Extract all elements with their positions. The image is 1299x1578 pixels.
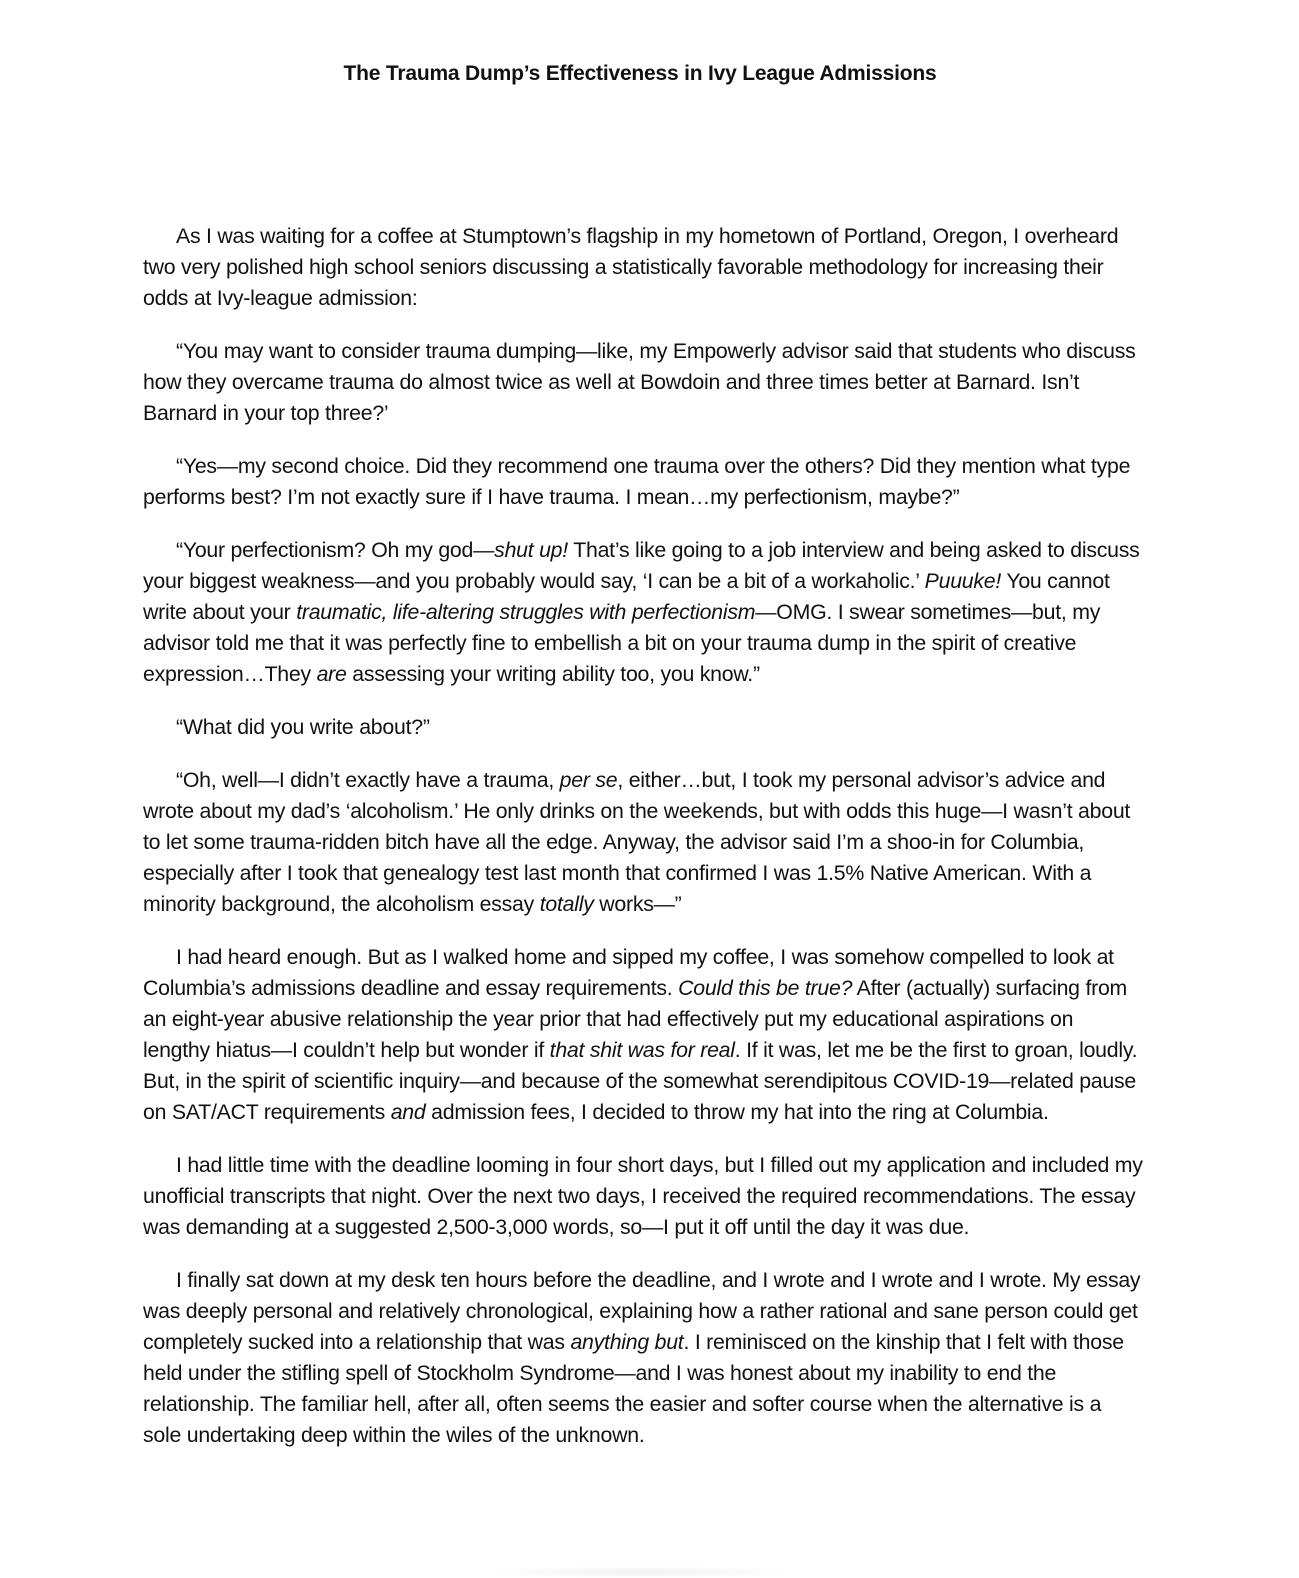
paragraph-4 [143,535,1143,690]
text-segment: I finally sat down at my desk ten hours before the deadline, and I wrote and I wrote and I wrote. My essay was deeply personal and relatively chronological, explaining how a rather rational and sane person could get completely sucked into a relationship that was [143,1268,1141,1354]
italic-text: traumatic, life-altering struggles with perfectionism [296,600,756,624]
italic-text: per se [559,768,618,792]
text-segment: . If it was, let me be the first to groan, loudly. But, in the spirit of scientific inquiry—and because of the somewhat serendipitous COVID-19—related pause on SAT/ACT requirements [143,1038,1138,1124]
text-segment: , either…but, I took my personal advisor’s advice and wrote about my dad’s ‘alcoholism.’ He only drinks on the weekends, but with odds this huge—I wasn’t about to let some trauma-ridden bitch have all the edge. Anyway, the advisor said I’m a shoo-in for Columbia, especially after I took that genealogy test last month that confirmed I was 1.5% Native American. With a minority background, the alcoholism essay [143,768,1131,916]
paragraph-2 [143,336,1143,429]
text-segment: After (actually) surfacing from an eight-year abusive relationship the year prior that had effectively put my educational aspirations on lengthy hiatus—I couldn’t help but wonder if [143,976,1128,1062]
text-segment: “What did you write about?” [176,715,430,739]
italic-text: that shit was for real [549,1038,735,1062]
document-body [143,221,1143,1473]
page-title: The Trauma Dump’s Effectiveness in Ivy League Admissions [343,62,937,85]
italic-text: are [316,662,347,686]
text-segment: That’s like going to a job interview and being asked to discuss your biggest weakness—and you probably would say, ‘I can be a bit of a workaholic.’ [143,538,1140,593]
paragraph-8 [143,1150,1143,1243]
text-segment: “Oh, well—I didn’t exactly have a trauma, [176,768,560,792]
italic-text: and [390,1100,426,1124]
text-segment: works—” [593,892,682,916]
text-segment: You cannot write about your [143,569,1110,624]
paragraph-3 [143,451,1143,513]
text-segment: “You may want to consider trauma dumping—like, my Empowerly advisor said that students who discuss how they overcame trauma do almost twice as well at Bowdoin and three times better at Barnard. Isn’t Barnard in your top three?’ [143,339,1136,425]
italic-text: shut up! [494,538,568,562]
text-segment: . I reminisced on the kinship that I felt with those held under the stifling spell of Stockholm Syndrome—and I was honest about my inability to end the relationship. The familiar hell, after all, often seems the easier and softer course when the alternative is a sole undertaking deep within the wiles of the unknown. [143,1330,1124,1447]
paragraph-9 [143,1265,1143,1451]
italic-text: anything but [570,1330,684,1354]
text-segment: admission fees, I decided to throw my hat into the ring at Columbia. [425,1100,1049,1124]
italic-text: Could this be true? [678,976,853,1000]
page-bottom-shadow [480,1566,800,1578]
paragraph-6 [143,765,1143,920]
text-segment: I had little time with the deadline looming in four short days, but I filled out my application and included my unofficial transcripts that night. Over the next two days, I received the required recommendations. The essay was demanding at a suggested 2,500-3,000 words, so—I put it off until the day it was due. [143,1153,1143,1239]
text-segment: As I was waiting for a coffee at Stumptown’s flagship in my hometown of Portland, Oregon, I overheard two very polished high school seniors discussing a statistically favorable methodology for increasing their odds at Ivy-league admission: [143,224,1119,310]
italic-text: totally [539,892,594,916]
paragraph-1 [143,221,1143,314]
paragraph-5 [143,712,1143,743]
text-segment: I had heard enough. But as I walked home and sipped my coffee, I was somehow compelled to look at Columbia’s admissions deadline and essay requirements. [143,945,1114,1000]
italic-text: Puuuke! [924,569,1002,593]
paragraph-7 [143,942,1143,1128]
text-segment: assessing your writing ability too, you know.” [346,662,760,686]
text-segment: “Your perfectionism? Oh my god— [176,538,495,562]
text-segment: “Yes—my second choice. Did they recommend one trauma over the others? Did they mention what type performs best? I’m not exactly sure if I have trauma. I mean…my perfectionism, maybe?” [143,454,1131,509]
text-segment: —OMG. I swear sometimes—but, my advisor told me that it was perfectly fine to embellish a bit on your trauma dump in the spirit of creative expression…They [143,600,1101,686]
